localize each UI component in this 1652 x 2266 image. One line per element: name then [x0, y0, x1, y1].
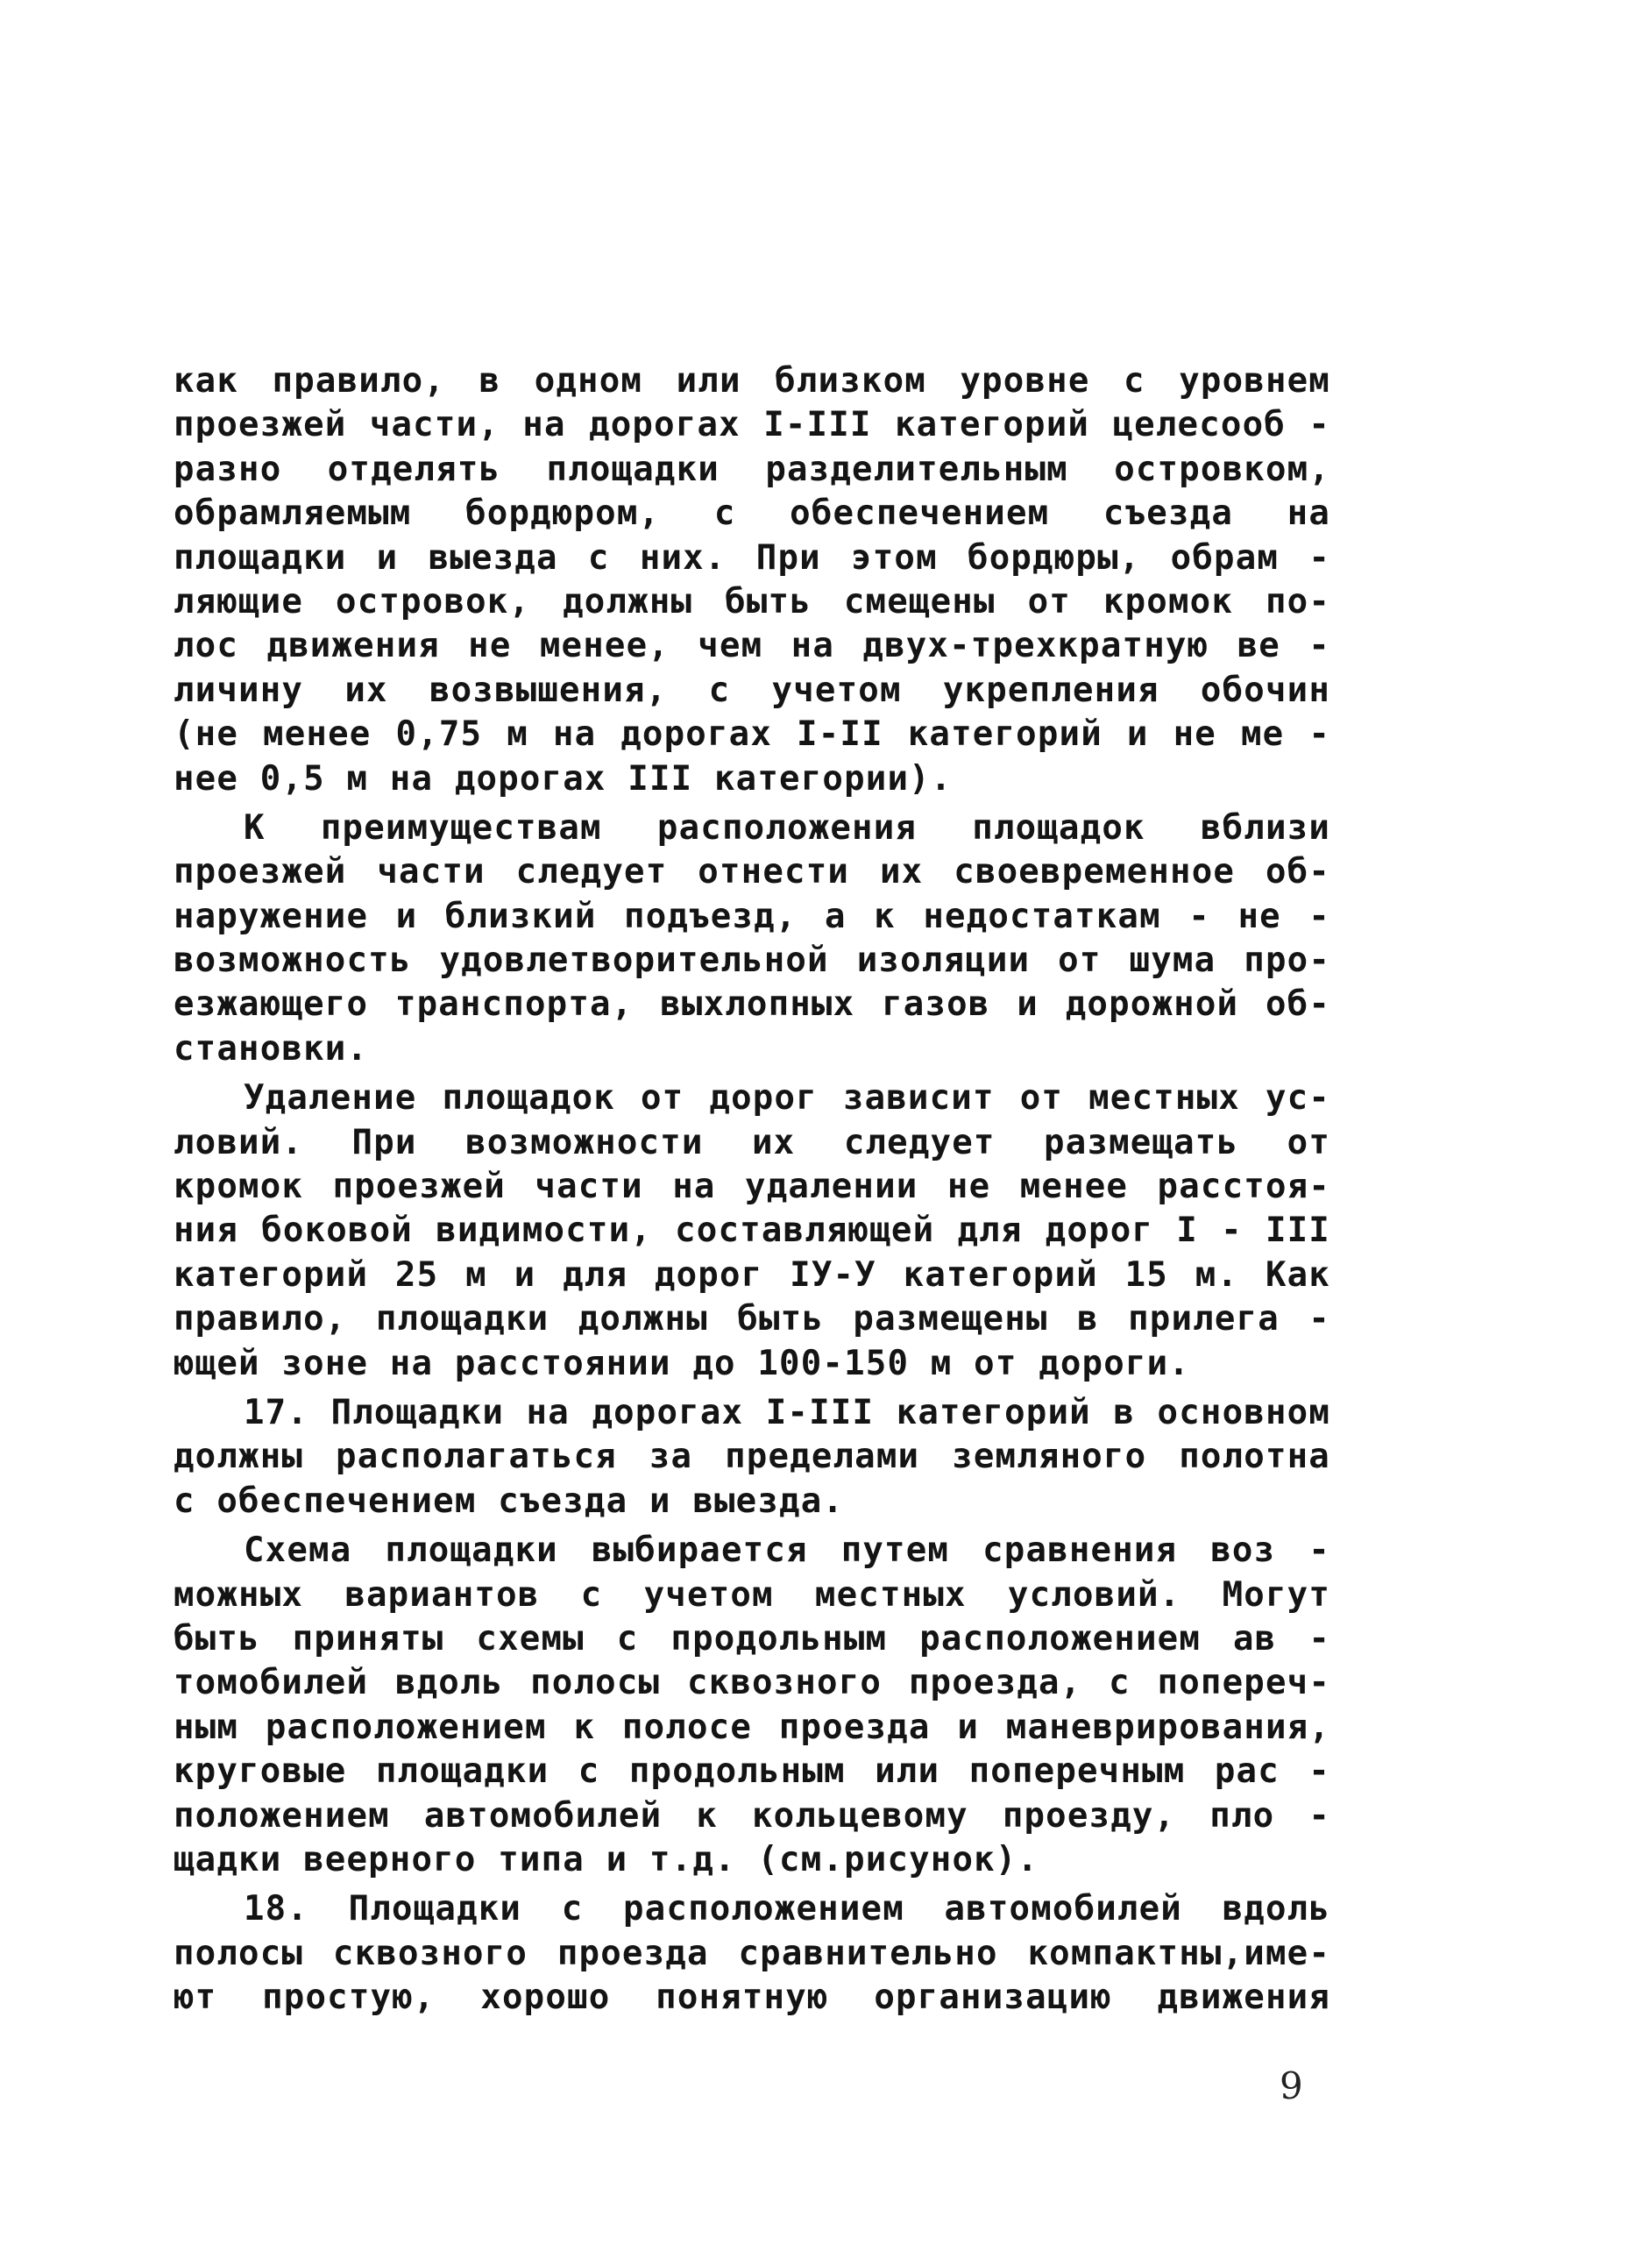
text-line: ющей зоне на расстоянии до 100-150 м от дороги.	[174, 1343, 1190, 1383]
text-line: кромок проезжей части на удалении не менее расстоя-	[174, 1167, 1330, 1207]
text-line: нее 0,5 м на дорогах III категории).	[174, 758, 953, 799]
text-line: проезжей части, на дорогах I-III категорий целесооб -	[174, 405, 1330, 445]
text-line: лос движения не менее, чем на двух-трехкратную ве -	[174, 626, 1330, 666]
paragraph-2	[174, 806, 1330, 1071]
text-line: томобилей вдоль полосы сквозного проезда, с попереч-	[174, 1663, 1330, 1703]
paragraph-4	[174, 1391, 1330, 1524]
text-line: ным расположением к полосе проезда и маневрирования,	[174, 1707, 1330, 1747]
text-line: становки.	[174, 1028, 369, 1069]
text-line: как правило, в одном или близком уровне с уровнем	[174, 361, 1330, 401]
text-line: (не менее 0,75 м на дорогах I-II категорий и не ме -	[174, 714, 1330, 755]
text-line: наружение и близкий подъезд, а к недостаткам - не -	[174, 896, 1330, 936]
text-line: положением автомобилей к кольцевому проезду, пло -	[174, 1795, 1330, 1836]
text-line: категорий 25 м и для дорог IУ-У категорий 15 м. Как	[174, 1254, 1330, 1295]
text-line: проезжей части следует отнести их своевременное об-	[174, 852, 1330, 892]
text-line: езжающего транспорта, выхлопных газов и дорожной об-	[174, 984, 1330, 1025]
text-line: ляющие островок, должны быть смещены от кромок по-	[174, 581, 1330, 622]
text-line: Схема площадки выбирается путем сравнения воз -	[244, 1531, 1330, 1571]
text-line: разно отделять площадки разделительным островком,	[174, 449, 1330, 489]
text-line: обрамляемым бордюром, с обеспечением съезда на	[174, 494, 1330, 534]
text-line: ния боковой видимости, составляющей для дорог I - III	[174, 1211, 1330, 1251]
text-line: ют простую, хорошо понятную организацию движения	[174, 1978, 1330, 2018]
text-line: круговые площадки с продольным или поперечным рас -	[174, 1751, 1330, 1792]
text-line: можных вариантов с учетом местных условий. Могут	[174, 1574, 1330, 1615]
text-line: площадки и выезда с них. При этом бордюры, обрам -	[174, 537, 1330, 578]
text-line: ловий. При возможности их следует размещать от	[174, 1122, 1330, 1162]
paragraph-5	[174, 1529, 1330, 1882]
document-page	[174, 359, 1330, 2025]
page-number: 9	[1280, 2064, 1303, 2107]
text-line: правило, площадки должны быть размещены в прилега -	[174, 1299, 1330, 1339]
text-line: быть приняты схемы с продольным расположением ав -	[174, 1618, 1330, 1659]
text-line: должны располагаться за пределами земляного полотна	[174, 1437, 1330, 1477]
text-line: с обеспечением съезда и выезда.	[174, 1481, 845, 1521]
text-line: возможность удовлетворительной изоляции от шума про-	[174, 941, 1330, 981]
text-line: щадки веерного типа и т.д. (см.рисунок).	[174, 1839, 1039, 1879]
text-line: личину их возвышения, с учетом укрепления обочин	[174, 670, 1330, 710]
text-line: 18. Площадки с расположением автомобилей вдоль	[244, 1889, 1330, 1929]
text-line: К преимуществам расположения площадок вблизи	[244, 807, 1330, 848]
text-line: полосы сквозного проезда сравнительно компактны,име-	[174, 1933, 1330, 1973]
paragraph-1	[174, 359, 1330, 801]
text-line: 17. Площадки на дорогах I-III категорий в основном	[244, 1392, 1330, 1432]
text-line: Удаление площадок от дорог зависит от местных ус-	[244, 1078, 1330, 1119]
paragraph-3	[174, 1076, 1330, 1386]
paragraph-6	[174, 1887, 1330, 2020]
